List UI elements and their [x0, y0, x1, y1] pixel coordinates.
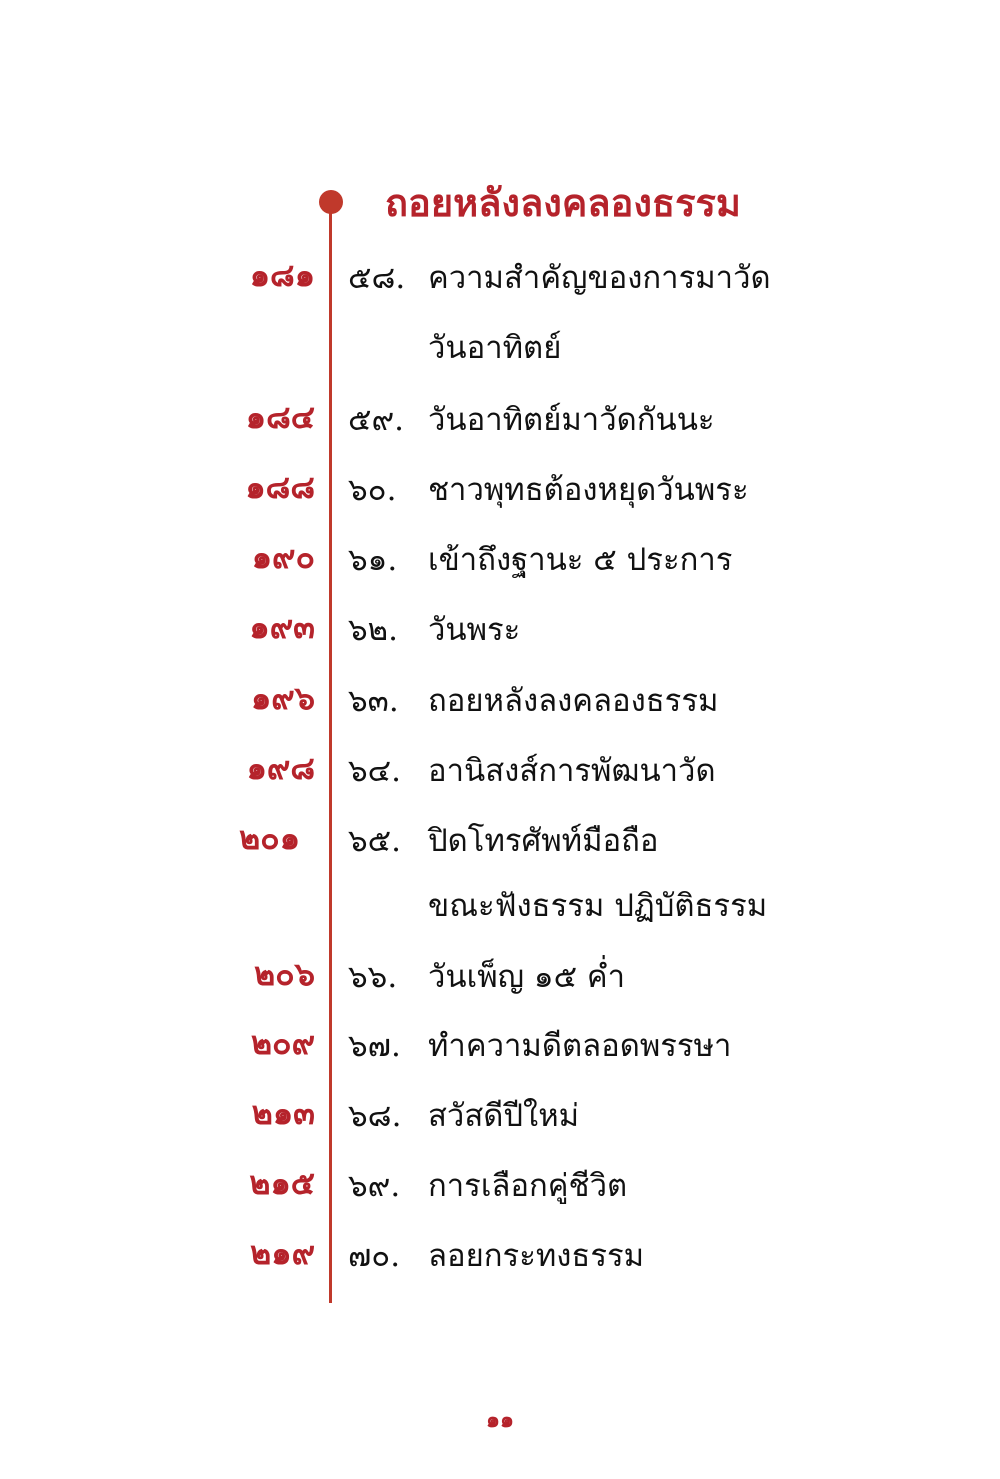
timeline-dot	[319, 190, 343, 214]
item-title: อานิสงส์การพัฒนาวัด	[428, 753, 716, 789]
item-title: วันเพ็ญ ๑๕ ค่ำ	[428, 959, 626, 995]
item-title: ทำความดีตลอดพรรษา	[428, 1028, 732, 1064]
item-title: วันอาทิตย์มาวัดกันนะ	[428, 402, 715, 438]
toc-entry-69[interactable]	[0, 1158, 1000, 1218]
page-number: ๑๙๐	[251, 538, 315, 576]
item-title-continuation: ขณะฟังธรรม ปฏิบัติธรรม	[428, 888, 768, 924]
item-number: ๖๘.	[348, 1098, 402, 1134]
toc-entry-68[interactable]	[0, 1088, 1000, 1148]
page-number: ๑๙๓	[249, 608, 315, 646]
item-title: ลอยกระทงธรรม	[428, 1238, 645, 1274]
item-number: ๖๗.	[348, 1028, 401, 1064]
item-number: ๖๔.	[348, 753, 401, 789]
toc-entry-62[interactable]	[0, 602, 1000, 662]
item-title: สวัสดีปีใหม่	[428, 1098, 580, 1134]
item-number: ๖๖.	[348, 959, 398, 995]
item-title-continuation: วันอาทิตย์	[428, 330, 562, 366]
section-title: ถอยหลังลงคลองธรรม	[385, 180, 741, 225]
item-title: วันพระ	[428, 612, 521, 648]
page-number: ๒๑๙	[250, 1234, 315, 1272]
footer-page-number: ๑๑	[486, 1407, 514, 1433]
page-number: ๒๐๙	[250, 1024, 315, 1062]
page-number: ๑๙๖	[250, 679, 315, 717]
item-title: ชาวพุทธต้องหยุดวันพระ	[428, 472, 749, 508]
item-title: การเลือกคู่ชีวิต	[428, 1168, 628, 1204]
item-number: ๖๐.	[348, 472, 397, 508]
page-number: ๑๙๘	[246, 749, 315, 787]
toc-entry-63[interactable]	[0, 673, 1000, 733]
item-number: ๖๑.	[348, 542, 398, 578]
toc-entry-60[interactable]	[0, 462, 1000, 522]
item-number: ๖๙.	[348, 1168, 401, 1204]
item-number: ๖๕.	[348, 823, 401, 859]
toc-entry-58[interactable]	[0, 250, 1000, 310]
item-title: ถอยหลังลงคลองธรรม	[428, 683, 719, 719]
page-number: ๑๘๑	[249, 256, 315, 294]
toc-entry-59[interactable]	[0, 392, 1000, 452]
item-title: ปิดโทรศัพท์มือถือ	[428, 823, 659, 859]
page-number: ๒๑๕	[249, 1164, 315, 1202]
toc-entry-64[interactable]	[0, 743, 1000, 803]
item-title: เข้าถึงฐานะ ๕ ประการ	[428, 542, 733, 578]
toc-entry-70[interactable]	[0, 1228, 1000, 1288]
item-number: ๕๙.	[348, 402, 405, 438]
item-title: ความสำคัญของการมาวัด	[428, 260, 771, 296]
page-number: ๑๘๔	[245, 398, 315, 436]
page-number: ๒๑๓	[251, 1094, 315, 1132]
item-number: ๗๐.	[348, 1238, 401, 1274]
page-number: ๒๐๖	[254, 955, 315, 993]
toc-entry-66[interactable]	[0, 949, 1000, 1009]
toc-entry-61[interactable]	[0, 532, 1000, 592]
item-number: ๖๒.	[348, 612, 398, 648]
page-number: ๑๘๘	[245, 468, 315, 506]
toc-entry-65[interactable]	[0, 813, 1000, 873]
item-number: ๖๓.	[348, 683, 399, 719]
page-number: ๒๐๑	[239, 819, 300, 857]
item-number: ๕๘.	[348, 260, 406, 296]
toc-entry-67[interactable]	[0, 1018, 1000, 1078]
